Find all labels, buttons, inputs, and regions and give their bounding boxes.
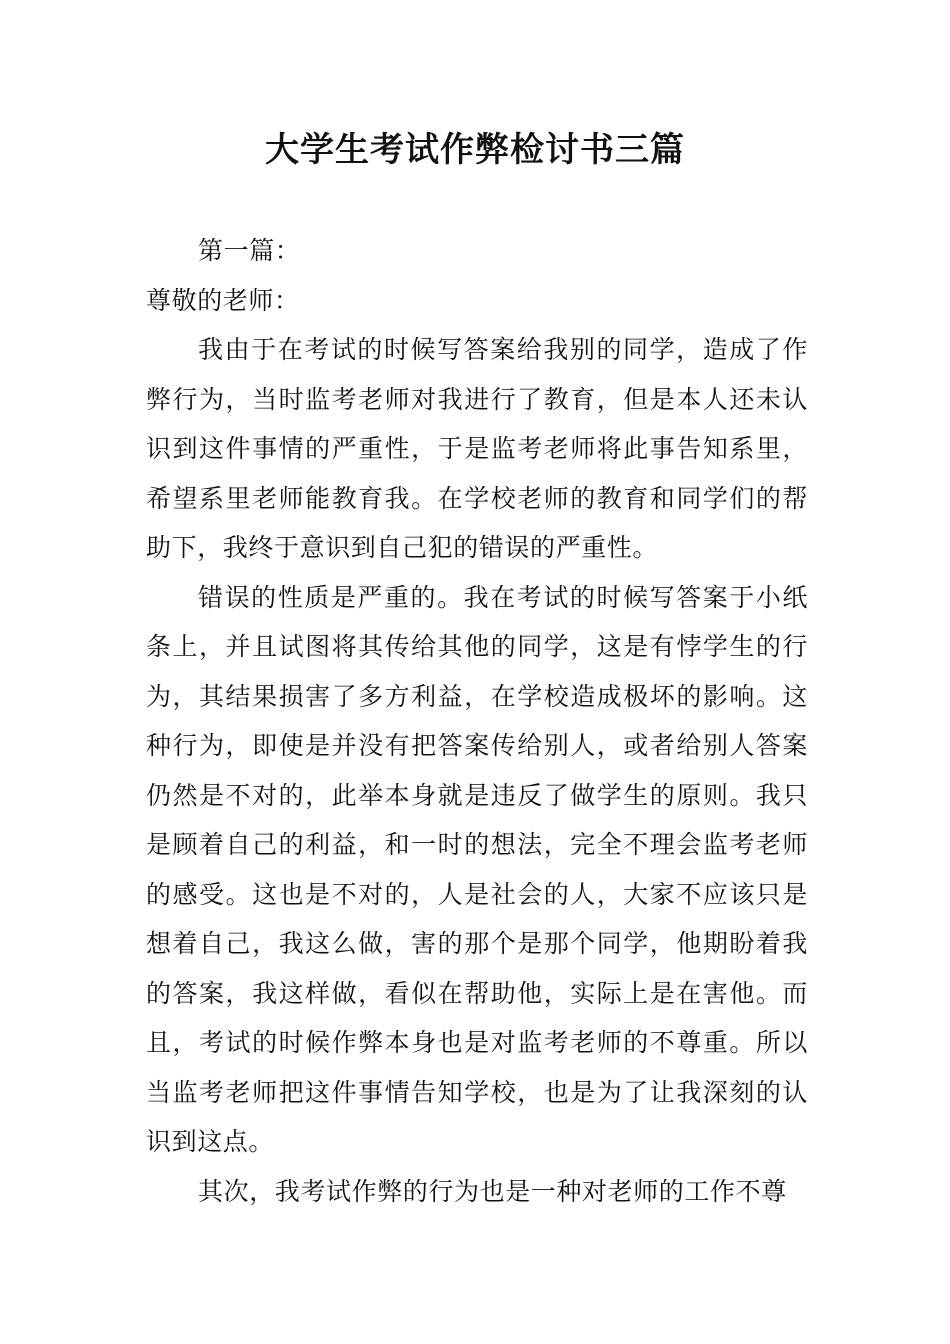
section-label: 第一篇： <box>198 236 301 265</box>
document-body <box>146 226 808 1216</box>
salutation: 尊敬的老师： <box>146 285 300 315</box>
paragraph-1: 我由于在考试的时候写答案给我别的同学，造成了作弊行为，当时监考老师对我进行了教育，但是本人还未认识到这件事情的严重性，于是监考老师将此事告知系里，希望系里老师能教育我。在学校老师的教育和同学们的帮助下，我终于意识到自己犯的错误的严重性。 <box>146 335 808 562</box>
paragraph-2: 错误的性质是严重的。我在考试的时候写答案于小纸条上，并且试图将其传给其他的同学，这是有悖学生的行为，其结果损害了多方利益，在学校造成极坏的影响。这种行为，即使是并没有把答案传给别人，或者给别人答案仍然是不对的，此举本身就是违反了做学生的原则。我只是顾着自己的利益，和一时的想法，完全不理会监考老师的感受。这也是不对的，人是社会的人，大家不应该只是想着自己，我这么做，害的那个是那个同学，他期盼着我的答案，我这样做，看似在帮助他，实际上是在害他。而且，考试的时候作弊本身也是对监考老师的不尊重。所以当监考老师把这件事情告知学校，也是为了让我深刻的认识到这点。 <box>146 582 808 1156</box>
document-title: 大学生考试作弊检讨书三篇 <box>265 130 685 170</box>
paragraph-3: 其次，我考试作弊的行为也是一种对老师的工作不尊 <box>198 1176 787 1206</box>
